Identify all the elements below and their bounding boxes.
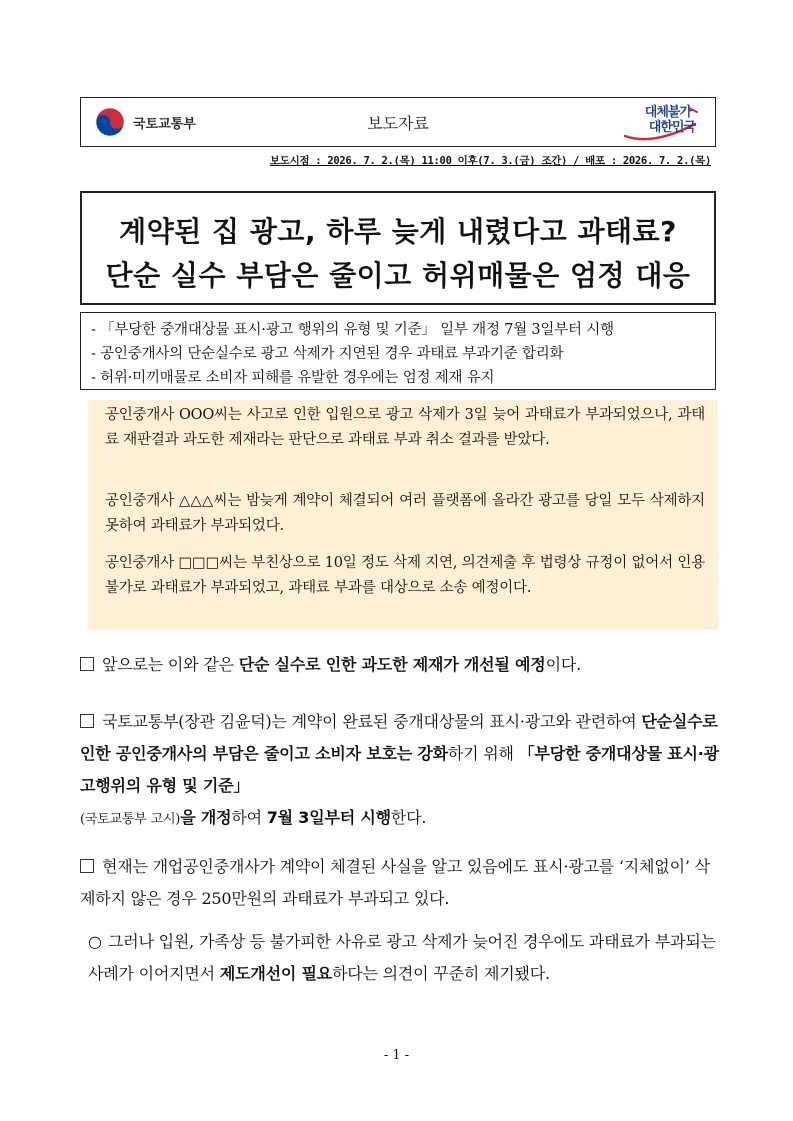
body-paragraph-4: ○ 그러나 입원, 가족상 등 불가피한 사유로 광고 삭제가 늦어진 경우에도 과태료가 부과되는 사례가 이어지면서 제도개선이 필요하다는 의견이 꾸준히 제기됐다. [88, 926, 720, 990]
body-paragraph-3: 현재는 개업공인중개사가 계약이 체결된 사실을 알고 있음에도 표시·광고를 ‘지체없이’ 삭제하지 않은 경우 250만원의 과태료가 부과되고 있다. [80, 857, 710, 908]
circle-bullet-icon: ○ [88, 932, 102, 951]
slogan-line-1: 대체불가 [644, 105, 691, 120]
subtitle-item: - 허위·미끼매물로 소비자 피해를 유발한 경우에는 엄정 제재 유지 [91, 370, 495, 386]
subtitle-box [80, 312, 716, 390]
header-box [80, 97, 716, 147]
case-example: 공인중개사 OOO씨는 사고로 인한 입원으로 광고 삭제가 3일 늦어 과태료가 부과되었으나, 과태료 재판결과 과도한 제재라는 판단으로 과태료 부과 취소 결과를 받았다. [105, 407, 705, 448]
subtitle-item: - 「부당한 중개대상물 표시·광고 행위의 유형 및 기준」 일부 개정 7월 3일부터 시행 [91, 322, 614, 338]
case-examples-panel [88, 400, 718, 630]
body-paragraph-2: 국토교통부(장관 김윤덕)는 계약이 완료된 중개대상물의 표시·광고와 관련하여 단순실수로 인한 공인중개사의 부담은 줄이고 소비자 보호는 강화하기 위해 「부당한 중개대상물 표시·광고행위의 유형 및 기준」 (국토교통부 고시)을 개정하여 7월 3일부터 시행한다. [80, 712, 719, 827]
square-bullet-icon [80, 859, 94, 873]
case-example: 공인중개사 □□□씨는 부친상으로 10일 정도 삭제 지연, 의견제출 후 법령상 규정이 없어서 인용불가로 과태료가 부과되었고, 과태료 부과를 대상으로 소송 예정이다. [105, 555, 705, 596]
embargo-notice: 보도시점 : 2026. 7. 2.(목) 11:00 이후(7. 3.(금) 조간) / 배포 : 2026. 7. 2.(목) [269, 155, 711, 167]
document-type: 보도자료 [367, 114, 429, 133]
headline-line-1: 계약된 집 광고, 하루 늦게 내렸다고 과태료? [119, 215, 677, 248]
slogan-line-2: 대한민국 [648, 120, 695, 135]
subtitle-item: - 공인중개사의 단순실수로 광고 삭제가 지연된 경우 과태료 부과기준 합리화 [91, 346, 564, 362]
ministry-name: 국토교통부 [133, 116, 196, 132]
square-bullet-icon [80, 714, 94, 728]
case-example: 공인중개사 △△△씨는 밤늦게 계약이 체결되어 여러 플랫폼에 올라간 광고를 당일 모두 삭제하지 못하여 과태료가 부과되었다. [105, 493, 705, 534]
slogan-logo [623, 102, 701, 142]
headline-line-2: 단순 실수 부담은 줄이고 허위매물은 엄정 대응 [105, 259, 691, 292]
square-bullet-icon [80, 657, 94, 671]
page-number: - 1 - [383, 1048, 410, 1063]
headline-box [80, 191, 716, 305]
body-paragraph-1: 앞으로는 이와 같은 단순 실수로 인한 과도한 제재가 개선될 예정이다. [80, 649, 720, 681]
